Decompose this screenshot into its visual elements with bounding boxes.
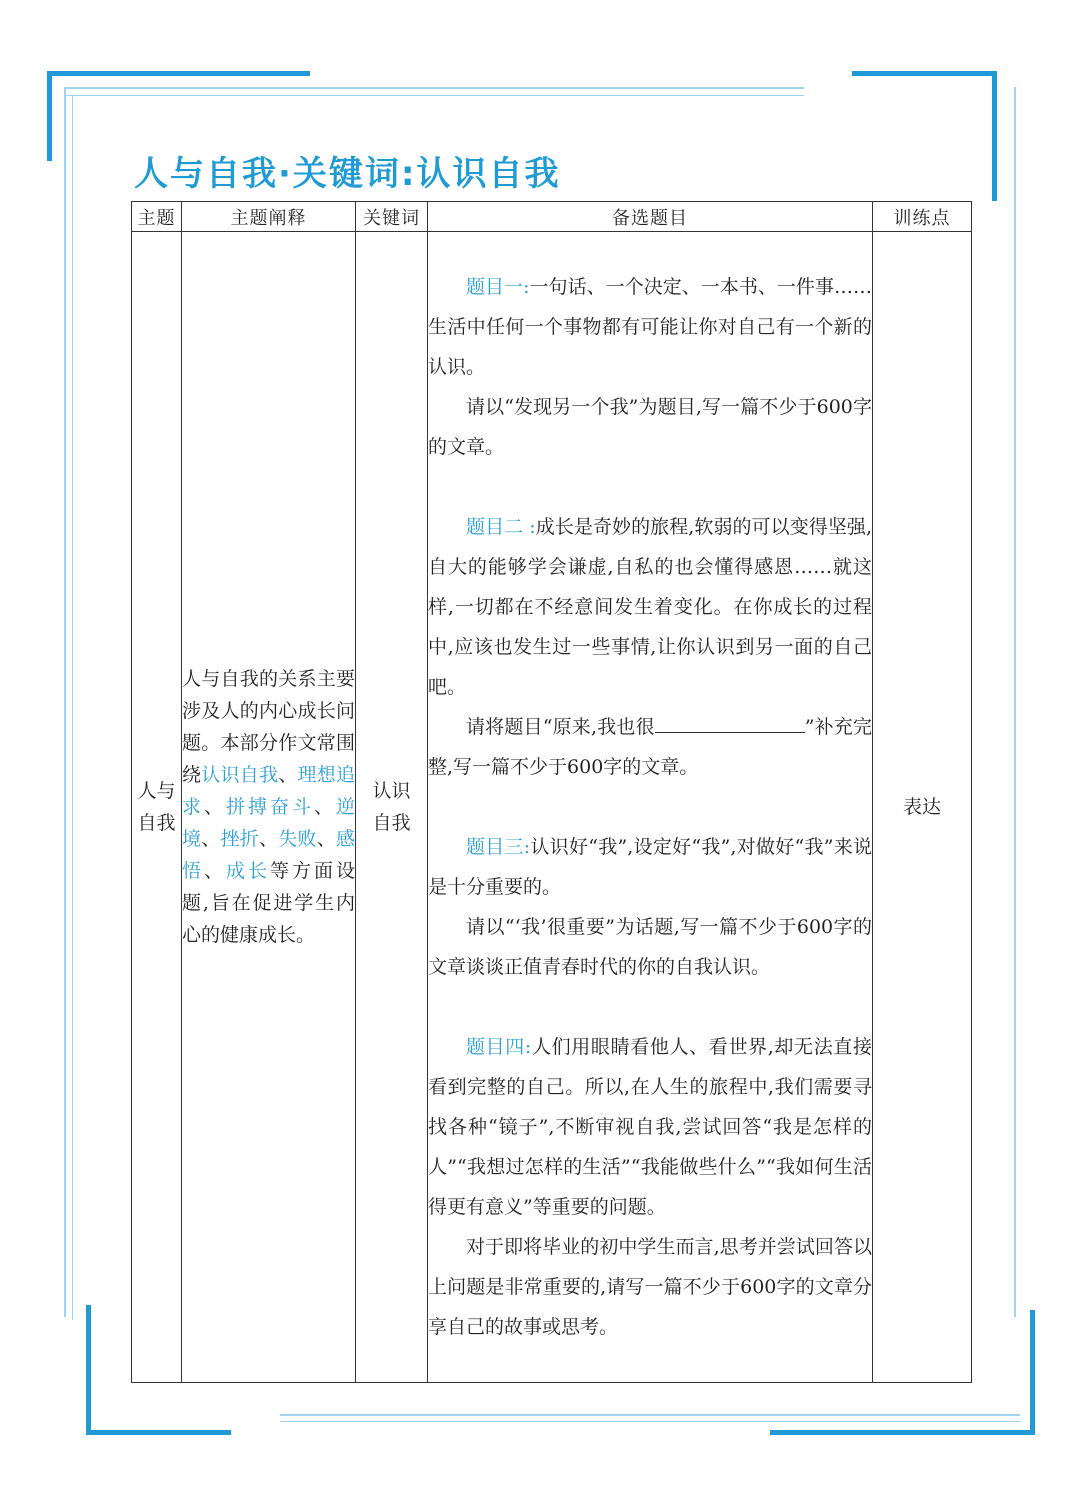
- frame-bottom-line-2: [280, 1421, 1020, 1422]
- frame-top-line-2: [64, 95, 804, 96]
- separator: 、: [278, 764, 298, 786]
- topic-label: 题目三:: [466, 836, 531, 858]
- topic-intro: [428, 827, 872, 907]
- header-theme: 主题: [132, 202, 182, 232]
- topic-label: 题目二 :: [466, 516, 536, 538]
- topic-4: [428, 1027, 872, 1347]
- frame-bottom-left-h: [86, 1430, 231, 1435]
- topic-intro: [428, 267, 872, 387]
- separator: 、: [316, 828, 336, 850]
- explanation-part1: 人与自我的关系主要涉及人的内心成长问题。本部分作文常围绕: [182, 668, 355, 786]
- training-point-cell: 表达: [873, 232, 972, 1383]
- header-topics: 备选题目: [428, 202, 873, 232]
- keyword-highlight: 失败: [278, 828, 317, 850]
- keyword-highlight: 挫折: [220, 828, 259, 850]
- keyword-cell: 认识 自我: [356, 232, 428, 1383]
- topic-intro-text: 认识好“我”,设定好“我”,对做好“我”来说是十分重要的。: [428, 836, 872, 898]
- frame-bottom-right-h: [770, 1430, 1035, 1435]
- frame-bottom-left-v: [86, 1305, 91, 1435]
- frame-right-line: [1014, 87, 1016, 1317]
- topics-cell: [428, 232, 873, 1383]
- header-keyword: 关键词: [356, 202, 428, 232]
- topic-2: [428, 507, 872, 787]
- keyword-highlight: 感悟: [182, 828, 355, 882]
- keyword-highlight: 成长: [226, 860, 270, 882]
- frame-left-line-2: [72, 95, 73, 1320]
- frame-bottom-line: [280, 1414, 1020, 1416]
- topic-task: [428, 707, 872, 787]
- topic-intro-text: 成长是奇妙的旅程,软弱的可以变得坚强,自大的能够学会谦虚,自私的也会懂得感恩……就这样,一切都在不经意间发生着变化。在你成长的过程中,应该也发生过一些事情,让你认识到另一面的自己吧。: [428, 516, 872, 698]
- explanation-cell: [182, 232, 356, 1383]
- topic-task-after: ”补充完整,写一篇不少于600字的文章。: [428, 716, 872, 778]
- table-row: [132, 232, 972, 1383]
- topic-task: 对于即将毕业的初中学生而言,思考并尝试回答以上问题是非常重要的,请写一篇不少于600字的文章分享自己的故事或思考。: [428, 1236, 872, 1338]
- keyword-highlight: 认识自我: [201, 764, 279, 786]
- topic-intro-text: 一句话、一个决定、一本书、一件事……生活中任何一个事物都有可能让你对自己有一个新的认识。: [428, 276, 872, 378]
- frame-top-right-h: [852, 71, 997, 76]
- topic-intro-text: 人们用眼睛看他人、看世界,却无法直接看到完整的自己。所以,在人生的旅程中,我们需要寻找各种“镜子”,不断审视自我,尝试回答“我是怎样的人”“我想过怎样的生活”“我能做些什么”“我如何生活得更有意义”等重要的问题。: [428, 1036, 872, 1218]
- explanation-part2: 等方面设题,旨在促进学生内心的健康成长。: [182, 860, 355, 946]
- table-header-row: [132, 202, 972, 232]
- topic-label: 题目四:: [466, 1036, 532, 1058]
- topic-task: 请以“发现另一个我”为题目,写一篇不少于600字的文章。: [428, 396, 872, 458]
- keyword-highlight: 逆境: [182, 796, 355, 850]
- topic-intro: [428, 507, 872, 707]
- explanation-text: [182, 663, 355, 951]
- topic-intro: [428, 1027, 872, 1227]
- frame-top-left-h: [47, 71, 310, 76]
- header-training-point: 训练点: [873, 202, 972, 232]
- topic-1: [428, 267, 872, 467]
- keyword-highlight: 理想追求: [182, 764, 355, 818]
- frame-left-line: [64, 87, 66, 1317]
- theme-cell: 人与 自我: [132, 232, 182, 1383]
- fill-blank-line: [655, 710, 805, 733]
- separator: 、: [313, 796, 336, 818]
- topic-3: [428, 827, 872, 987]
- frame-bottom-right-v: [1030, 1310, 1035, 1435]
- topic-task-before: 请将题目“原来,我也很: [466, 716, 655, 738]
- header-explanation: 主题阐释: [182, 202, 356, 232]
- separator: 、: [201, 828, 221, 850]
- frame-top-left-v: [47, 71, 52, 161]
- separator: 、: [204, 860, 226, 882]
- separator: 、: [258, 828, 279, 850]
- page-title: 人与自我·关键词:认识自我: [134, 154, 561, 194]
- separator: 、: [204, 796, 226, 818]
- topic-task: 请以“‘我’很重要”为话题,写一篇不少于600字的文章谈谈正值青春时代的你的自我认识。: [428, 916, 872, 978]
- topic-label: 题目一:: [466, 276, 530, 298]
- keyword-highlight: 拼搏奋斗: [226, 796, 314, 818]
- topic-table: [131, 201, 972, 1383]
- frame-top-line: [64, 87, 804, 89]
- frame-top-right-v: [992, 71, 997, 201]
